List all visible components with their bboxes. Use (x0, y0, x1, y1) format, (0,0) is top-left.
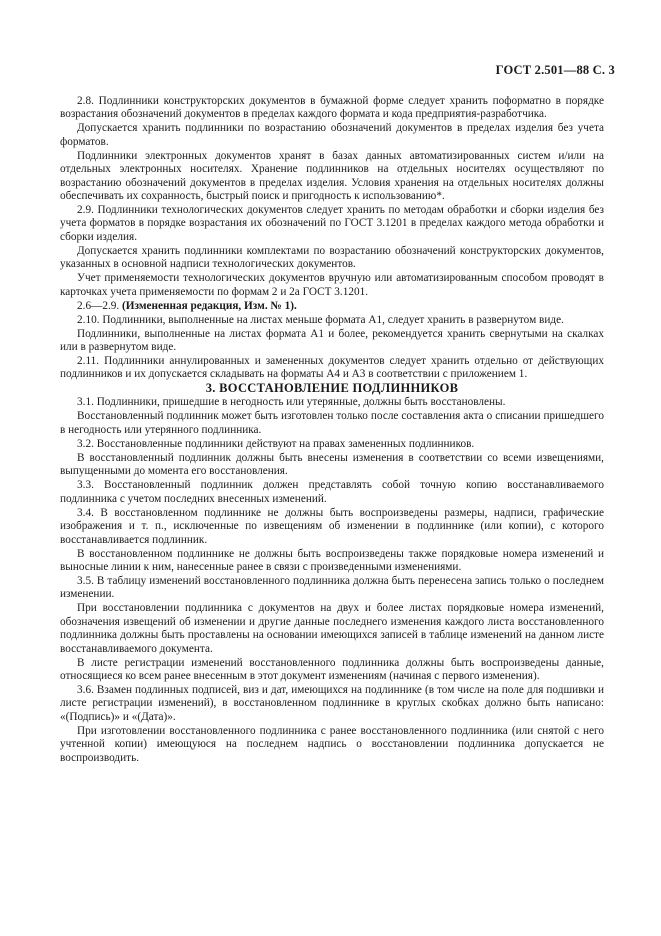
section-title: 3. ВОССТАНОВЛЕНИЕ ПОДЛИННИКОВ (205, 381, 459, 396)
paragraph: При изготовлении восстановленного подлинника с ранее восстановленного подлинника (или снятой с него учтенной копии) имеющуюся на последнем надпись о восстановлении подлинника допускается не воспроизводить. (60, 724, 604, 764)
paragraph: Допускается хранить подлинники по возрастанию обозначений документов в пределах изделия без учета форматов. (60, 122, 604, 148)
paragraph: Учет применяемости технологических документов вручную или автоматизированным способом проводят в карточках учета применяемости по формам 2 и 2а ГОСТ 3.1201. (60, 272, 604, 298)
amendment-note (60, 300, 604, 313)
paragraph: При восстановлении подлинника с документов на двух и более листах порядковые номера изменений, обозначения извещений об изменении и другие данные последнего изменения каждого листа восстановленного подлинника должны быть проставлены на основании имеющихся записей в таблице изменений на данном листе восстанавливаемого документа. (60, 602, 604, 655)
paragraph: 3.5. В таблицу изменений восстановленного подлинника должна быть перенесена запись только о последнем изменении. (60, 574, 604, 601)
paragraph: 3.1. Подлинники, пришедшие в негодность или утерянные, должны быть восстановлены. (77, 396, 506, 409)
document-body (60, 95, 604, 766)
amendment-bold: (Измененная редакция, Изм. № 1). (122, 299, 297, 312)
paragraph: Восстановленный подлинник может быть изготовлен только после составления акта о списании пришедшего в негодность или утерянного подлинника. (60, 410, 604, 436)
paragraph: В листе регистрации изменений восстановленного подлинника должны быть воспроизведены данные, относящиеся ко всем ранее внесенным в этот документ изменениям (начиная с первого изменения). (60, 656, 604, 682)
paragraph: 3.4. В восстановленном подлиннике не должны быть воспроизведены размеры, надписи, графические изображения и т. п., исключенные по извещениям об изменении в подлиннике (или копии), с которого восстанавливается подлинник. (60, 506, 604, 546)
paragraph: 3.6. Взамен подлинных подписей, виз и дат, имеющихся на подлиннике (в том числе на поле для подшивки и листе регистрации изменений), в восстановленном подлиннике в круглых скобках должно быть написано: «(Подпись)» и «(Дата)». (60, 683, 604, 723)
paragraph: Допускается хранить подлинники комплектами по возрастанию обозначений конструкторских документов, указанных в основной надписи технологических документов. (60, 244, 604, 271)
paragraph: 2.11. Подлинники аннулированных и замененных документов следует хранить отдельно от действующих подлинников и их допускается складывать на форматы А4 и А3 в соответствии с приложением 1. (60, 355, 604, 381)
paragraph: 3.3. Восстановленный подлинник должен представлять собой точную копию восстанавливаемого подлинника с учетом последних внесенных изменений. (60, 479, 604, 505)
page-header: ГОСТ 2.501—88 С. 3 (495, 63, 615, 77)
paragraph: 2.9. Подлинники технологических документов следует хранить по методам обработки и сборки изделия без учета форматов в порядке возрастания их обозначений по ГОСТ 3.1201 в пределах каждого метода обработки и сборки изделия. (60, 204, 604, 243)
paragraph: В восстановленный подлинник должны быть внесены изменения в соответствии со всеми извещениями, выпущенными до момента его восстановления. (60, 451, 604, 478)
paragraph: 2.8. Подлинники конструкторских документов в бумажной форме следует хранить поформатно в порядке возрастания обозначений документов в пределах каждого формата и кода предприятия-разработчика. (60, 95, 604, 121)
paragraph: 2.10. Подлинники, выполненные на листах меньше формата А1, следует хранить в развернутом виде. (77, 313, 564, 326)
paragraph: 3.2. Восстановленные подлинники действуют на правах замененных подлинников. (77, 437, 475, 450)
paragraph: Подлинники электронных документов хранят в базах данных автоматизированных систем и/или на отдельных электронных носителях. Хранение подлинников на отдельных носителях осуществляют по возрастанию обозначений документов в пределах изделия. Условия хранения на отдельных носителях должны обеспечивать их сохранность, быстрый поиск и пригодность к использованию*. (60, 149, 604, 203)
amendment-prefix: 2.6—2.9. (77, 299, 122, 312)
paragraph: Подлинники, выполненные на листах формата А1 и более, рекомендуется хранить свернутыми на скалках или в развернутом виде. (60, 327, 604, 354)
paragraph: В восстановленном подлиннике не должны быть воспроизведены также порядковые номера изменений и выносные линии к ним, нанесенные ранее в связи с произведенными изменениями. (60, 547, 604, 573)
